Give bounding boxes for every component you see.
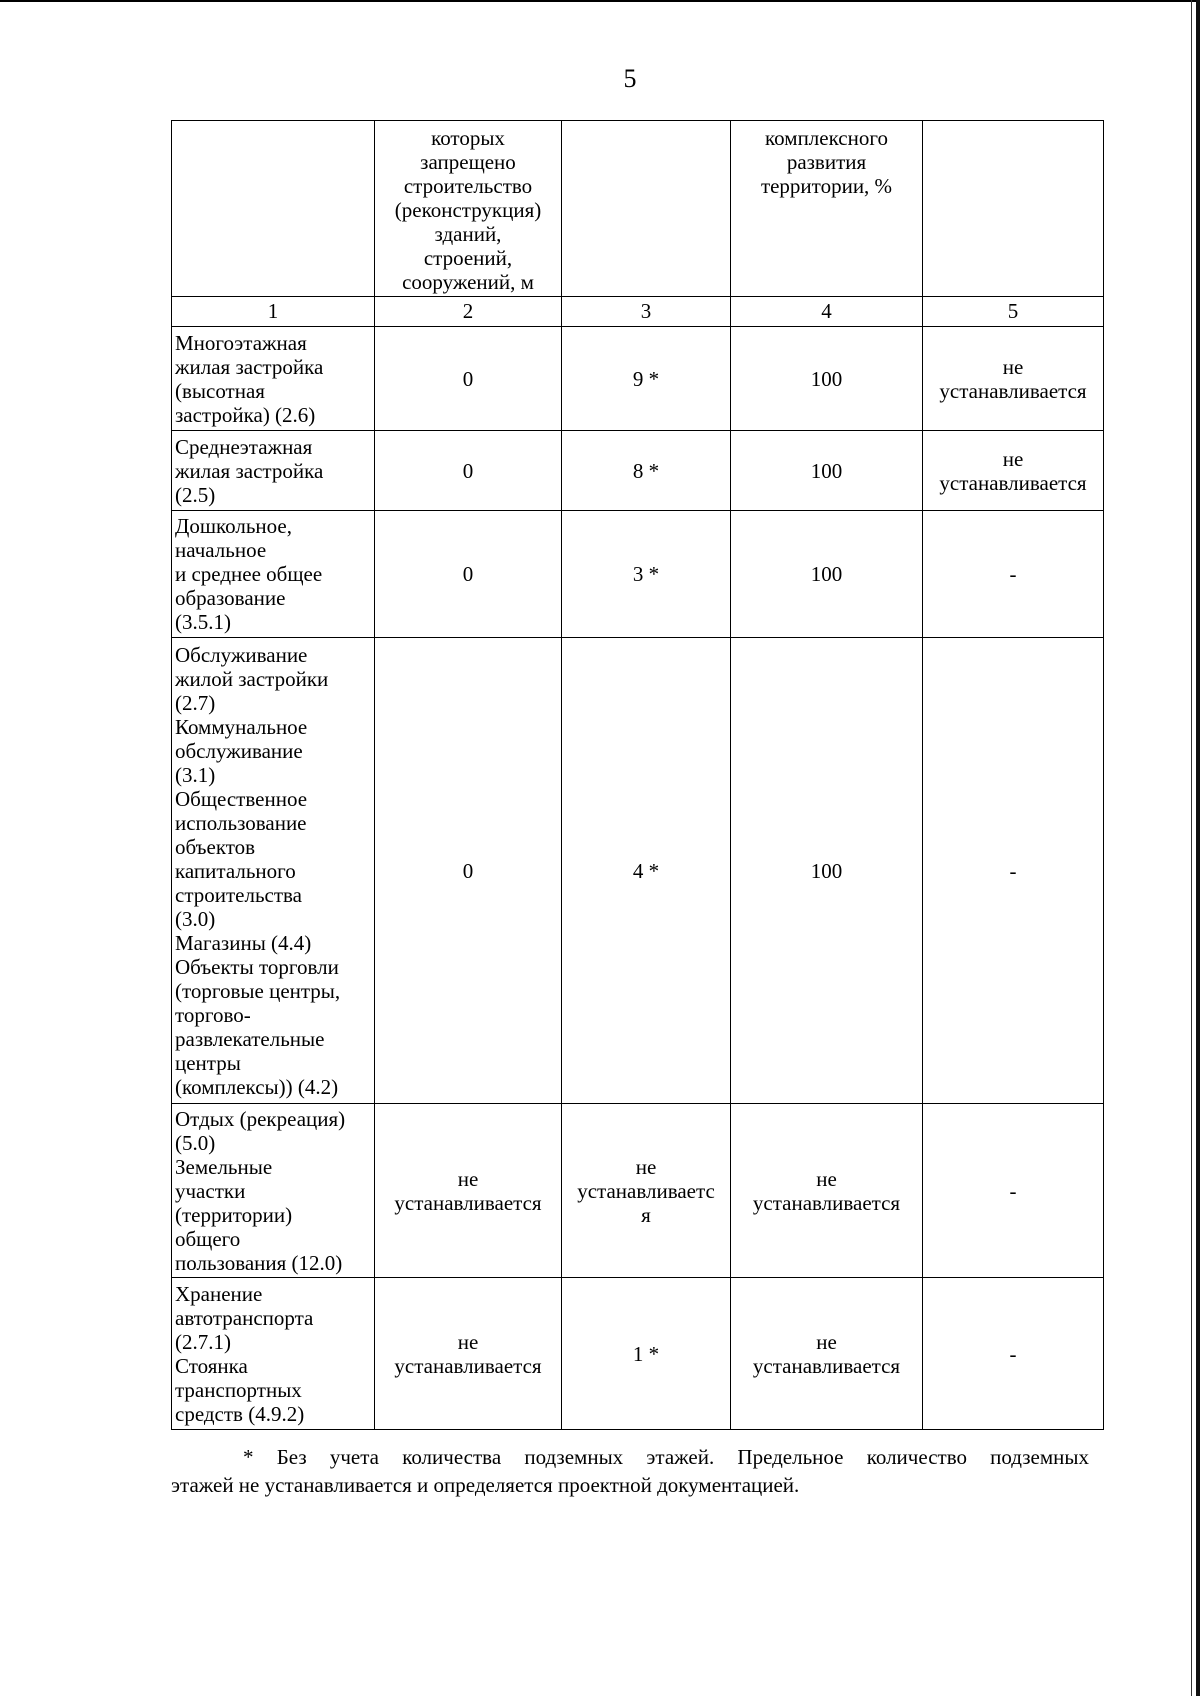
scan-border-top xyxy=(0,0,1200,2)
zoning-parameters-table xyxy=(171,120,1104,1430)
table-row xyxy=(172,1104,1104,1278)
scan-border-right-inner xyxy=(1191,0,1192,1696)
table-row xyxy=(172,1278,1104,1430)
column-number-4: 4 xyxy=(731,297,923,327)
row-value-col4: не устанавливается xyxy=(731,1278,923,1430)
row-value-col2: 0 xyxy=(375,431,562,511)
column-number-1: 1 xyxy=(172,297,375,327)
row-value-col2: не устанавливается xyxy=(375,1278,562,1430)
row-name-cell: Среднеэтажная жилая застройка (2.5) xyxy=(172,431,375,511)
header-cell-4: комплексного развития территории, % xyxy=(731,121,923,297)
header-cell-2: которых запрещено строительство (реконструкция) зданий, строений, сооружений, м xyxy=(375,121,562,297)
table-header-row xyxy=(172,121,1104,297)
row-value-col4: 100 xyxy=(731,327,923,431)
table-row xyxy=(172,327,1104,431)
row-value-col4: 100 xyxy=(731,638,923,1104)
table-row xyxy=(172,638,1104,1104)
row-value-col3: не устанавливаетс я xyxy=(562,1104,731,1278)
row-name-cell: Хранение автотранспорта (2.7.1) Стоянка транспортных средств (4.9.2) xyxy=(172,1278,375,1430)
row-value-col5: - xyxy=(923,511,1104,638)
scan-border-right xyxy=(1196,0,1200,1696)
row-value-col2: 0 xyxy=(375,638,562,1104)
row-value-col5: не устанавливается xyxy=(923,431,1104,511)
row-name-cell: Дошкольное, начальное и среднее общее образование (3.5.1) xyxy=(172,511,375,638)
row-value-col2: не устанавливается xyxy=(375,1104,562,1278)
row-value-col5: - xyxy=(923,1104,1104,1278)
column-number-2: 2 xyxy=(375,297,562,327)
header-cell-1 xyxy=(172,121,375,297)
row-name-cell: Отдых (рекреация) (5.0) Земельные участки (территории) общего пользования (12.0) xyxy=(172,1104,375,1278)
row-value-col4: не устанавливается xyxy=(731,1104,923,1278)
footnote-line-1: * Без учета количества подземных этажей. Предельное количество подземных xyxy=(243,1445,1089,1469)
table-row xyxy=(172,511,1104,638)
column-number-row xyxy=(172,297,1104,327)
row-name-cell: Обслуживание жилой застройки (2.7) Коммунальное обслуживание (3.1) Общественное использование объектов капитального строительства (3.0) Магазины (4.4) Объекты торговли (торговые центры, торгово- развлекательные центры (комплексы)) (4.2) xyxy=(172,638,375,1104)
header-cell-5 xyxy=(923,121,1104,297)
row-value-col4: 100 xyxy=(731,511,923,638)
table-row xyxy=(172,431,1104,511)
column-number-5: 5 xyxy=(923,297,1104,327)
row-value-col3: 3 * xyxy=(562,511,731,638)
row-value-col2: 0 xyxy=(375,327,562,431)
footnote xyxy=(171,1443,1089,1499)
row-value-col3: 1 * xyxy=(562,1278,731,1430)
row-value-col3: 9 * xyxy=(562,327,731,431)
row-name-cell: Многоэтажная жилая застройка (высотная застройка) (2.6) xyxy=(172,327,375,431)
page-number: 5 xyxy=(623,64,637,93)
column-number-3: 3 xyxy=(562,297,731,327)
row-value-col5: - xyxy=(923,638,1104,1104)
row-value-col4: 100 xyxy=(731,431,923,511)
row-value-col3: 8 * xyxy=(562,431,731,511)
footnote-line-2: этажей не устанавливается и определяется проектной документацией. xyxy=(171,1473,800,1497)
row-value-col3: 4 * xyxy=(562,638,731,1104)
row-value-col2: 0 xyxy=(375,511,562,638)
row-value-col5: не устанавливается xyxy=(923,327,1104,431)
header-cell-3 xyxy=(562,121,731,297)
row-value-col5: - xyxy=(923,1278,1104,1430)
